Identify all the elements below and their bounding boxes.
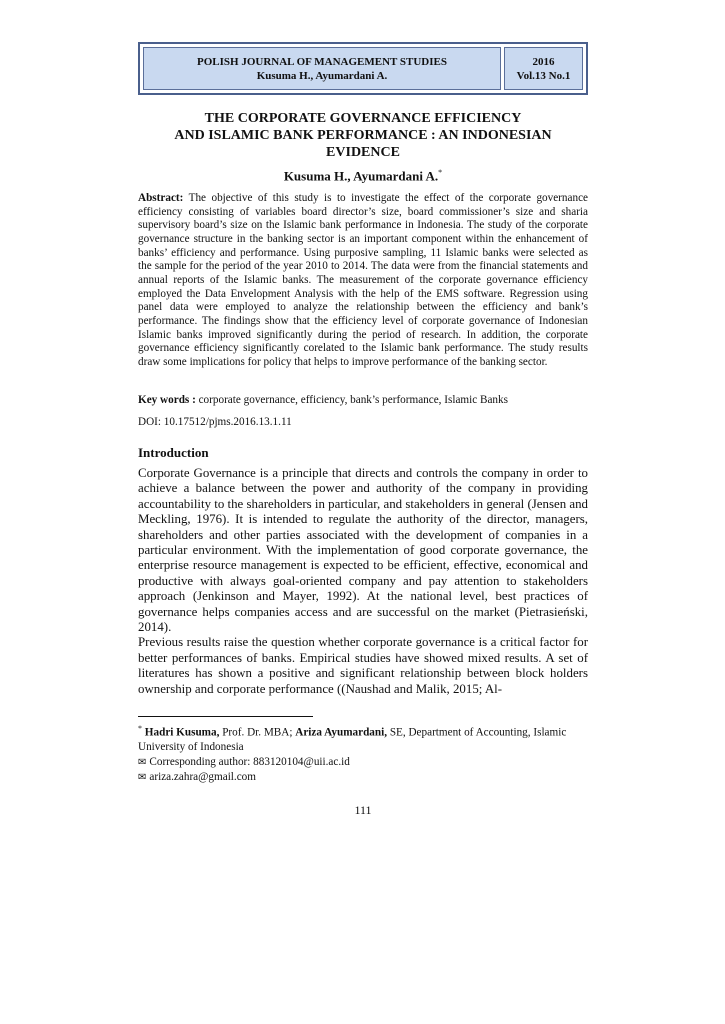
section-heading-introduction: Introduction <box>138 445 209 460</box>
keywords-label: Key words : <box>138 394 196 406</box>
header-volume: Vol.13 No.1 <box>516 69 571 82</box>
introduction-body <box>138 466 588 697</box>
paragraph: Previous results raise the question whether corporate governance is a critical factor for better performances of banks. Empirical studies have showed mixed results. A set of literatures has shown a positive and significant relationship between block holders ownership and corporate performance ((Naushad and Malik, 2015; Al- <box>138 635 588 696</box>
paper-title <box>138 110 588 161</box>
abstract-label: Abstract: <box>138 192 184 204</box>
footnote-email-line <box>138 755 588 771</box>
title-line-1: THE CORPORATE GOVERNANCE EFFICIENCY <box>204 111 522 126</box>
abstract <box>138 192 588 370</box>
journal-header-issue-box <box>504 47 583 90</box>
footnote-author-1-detail: Prof. Dr. MBA; <box>222 726 293 739</box>
author-footnote-marker: * <box>438 168 443 177</box>
paragraph: Corporate Governance is a principle that directs and controls the company in order to achieve a balance between the power and authority of the company in providing accountability to the shareholders in particular, and stakeholders in general (Jensen and Meckling, 1976). It is intended to regulate the authority of the director, managers, shareholders and other parties associated with the development of companies in a particular environment. With the implementation of good corporate governance, the enterprise resource management is expected to be efficient, effective, economical and productive with always goal-oriented company and pay attention to stakeholders approach (Jenkinson and Mayer, 1992). At the national level, best practices of governance helps companies access and are successful on the market (Pietrasieński, 2014). <box>138 466 588 635</box>
header-year: 2016 <box>532 55 555 68</box>
footnote-marker: * <box>138 724 142 733</box>
footnote-author-1: Hadri Kusuma, <box>144 726 220 739</box>
title-line-2: AND ISLAMIC BANK PERFORMANCE : AN INDONESIAN <box>174 128 552 143</box>
author-names: Kusuma H., Ayumardani A. <box>283 168 439 184</box>
abstract-text: The objective of this study is to investigate the effect of the corporate governance efficiency consisting of variables board director’s size, board commissioner’s size and sharia supervisory board’s size on the Islamic bank performance in Indonesia. The study of the corporate governance structure in the banking sector is an important component within the enhancement of banks’ efficiency and performance. Using purposive sampling, 11 Islamic banks were selected as the sample for the period of the year 2010 to 2014. The data were from the financial statements and annual reports of the Islamic banks. The measurement of the corporate governance efficiency employed the Data Envelopment Analysis with the help of the EMS software. Regression using panel data were employed to analyze the relationship between the efficiency and bank’s performance. The findings show that the efficiency level of corporate governance of Indonesian Islamic banks improved significantly during the period of research. In addition, the corporate governance efficiency significantly corelated to the Islamic bank performance. The study results draw some implications for policy that helps to improve performance of the banking sector. <box>138 192 588 368</box>
journal-name: POLISH JOURNAL OF MANAGEMENT STUDIES <box>197 55 447 68</box>
footnote-email-2[interactable]: ariza.zahra@gmail.com <box>149 771 256 784</box>
footnote-affiliation <box>138 722 588 755</box>
title-line-3: EVIDENCE <box>326 145 400 160</box>
page-number: 111 <box>354 803 372 817</box>
footnote <box>138 722 588 786</box>
keywords <box>138 394 588 406</box>
footnote-email-1[interactable]: Corresponding author: 883120104@uii.ac.id <box>149 755 350 768</box>
footnote-email-line <box>138 770 588 786</box>
keywords-text: corporate governance, efficiency, bank’s performance, Islamic Banks <box>198 394 508 406</box>
header-authors: Kusuma H., Ayumardani A. <box>256 69 388 82</box>
author-line <box>138 168 588 184</box>
envelope-icon: ✉ <box>138 756 147 768</box>
envelope-icon: ✉ <box>138 772 147 784</box>
journal-header-title-box <box>143 47 501 90</box>
footnote-divider <box>138 716 313 717</box>
doi: DOI: 10.17512/pjms.2016.13.1.11 <box>138 416 292 428</box>
footnote-author-2: Ariza Ayumardani, <box>295 726 388 739</box>
journal-header <box>138 42 588 95</box>
footnote-author-2-detail: SE, Department of Accounting, Islamic University of Indonesia <box>138 726 567 754</box>
